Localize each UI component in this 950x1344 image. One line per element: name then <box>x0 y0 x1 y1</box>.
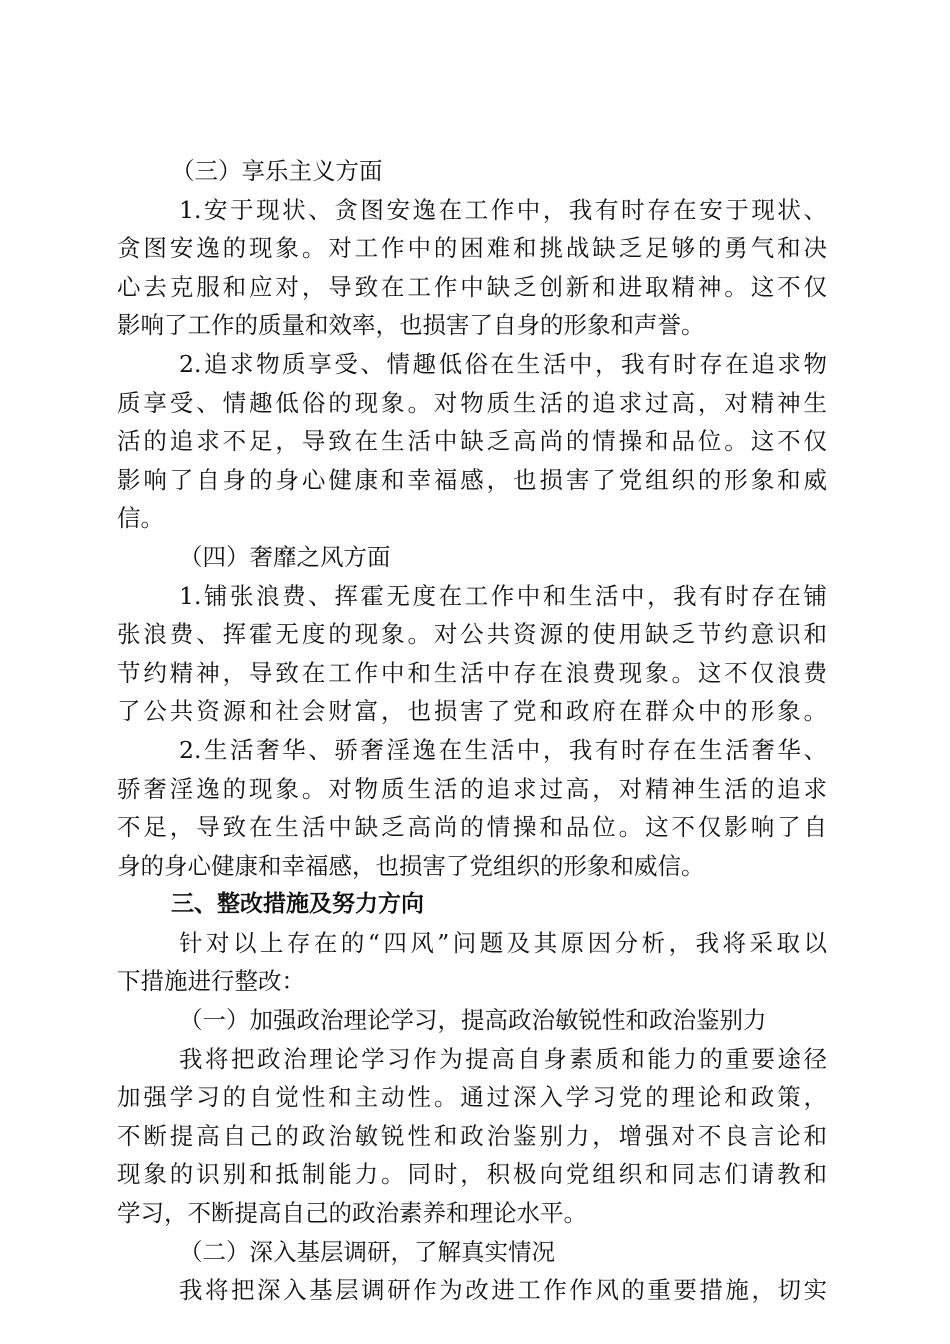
paragraph-line: 活的追求不足，导致在生活中缺乏高尚的情操和品位。这不仅 <box>117 427 827 456</box>
paragraph-line: 心去克服和应对，导致在工作中缺乏创新和进取精神。这不仅 <box>117 272 827 301</box>
paragraph-line: 2.生活奢华、骄奢淫逸在生活中，我有时存在生活奢华、 <box>179 735 827 764</box>
document-body <box>117 152 827 1310</box>
paragraph-line: 1.铺张浪费、挥霍无度在工作中和生活中，我有时存在铺 <box>179 581 827 610</box>
paragraph-line: 张浪费、挥霍无度的现象。对公共资源的使用缺乏节约意识和 <box>117 620 827 649</box>
paragraph-line: 质享受、情趣低俗的现象。对物质生活的追求过高，对精神生 <box>117 388 827 417</box>
paragraph-line: 学习，不断提高自己的政治素养和理论水平。 <box>117 1199 587 1228</box>
paragraph-line: 影响了自身的身心健康和幸福感，也损害了党组织的形象和威 <box>117 465 827 494</box>
paragraph-line: 不断提高自己的政治敏锐性和政治鉴别力，增强对不良言论和 <box>117 1121 827 1150</box>
paragraph-line: 加强学习的自觉性和主动性。通过深入学习党的理论和政策， <box>117 1083 827 1112</box>
paragraph-line: 2.追求物质享受、情趣低俗在生活中，我有时存在追求物 <box>179 349 827 378</box>
paragraph-line: 骄奢淫逸的现象。对物质生活的追求过高，对精神生活的追求 <box>117 774 827 803</box>
paragraph-line: 针对以上存在的“四风”问题及其原因分析，我将采取以 <box>179 928 827 957</box>
paragraph-line: 我将把深入基层调研作为改进工作作风的重要措施，切实 <box>179 1276 827 1305</box>
paragraph-line: 贪图安逸的现象。对工作中的困难和挑战缺乏足够的勇气和决 <box>117 234 827 263</box>
paragraph-line: 信。 <box>117 504 164 533</box>
paragraph-line: 1.安于现状、贪图安逸在工作中，我有时存在安于现状、 <box>179 195 827 224</box>
heading-political-study: （一）加强政治理论学习，提高政治敏锐性和政治鉴别力 <box>179 1006 767 1035</box>
paragraph-line: 下措施进行整改： <box>117 967 305 996</box>
heading-grassroots-research: （二）深入基层调研，了解真实情况 <box>179 1237 555 1266</box>
heading-hedonism: （三）享乐主义方面 <box>171 157 383 185</box>
paragraph-line: 身的身心健康和幸福感，也损害了党组织的形象和威信。 <box>117 851 705 880</box>
paragraph-line: 现象的识别和抵制能力。同时，积极向党组织和同志们请教和 <box>117 1160 827 1189</box>
paragraph-line: 不足，导致在生活中缺乏高尚的情操和品位。这不仅影响了自 <box>117 813 827 842</box>
section-heading-rectification: 三、整改措施及努力方向 <box>171 891 424 918</box>
paragraph-line: 我将把政治理论学习作为提高自身素质和能力的重要途径 <box>179 1044 827 1073</box>
heading-extravagance: （四）奢靡之风方面 <box>179 542 391 571</box>
paragraph-line: 了公共资源和社会财富，也损害了党和政府在群众中的形象。 <box>117 697 827 726</box>
paragraph-line: 影响了工作的质量和效率，也损害了自身的形象和声誉。 <box>117 311 705 340</box>
paragraph-line: 节约精神，导致在工作中和生活中存在浪费现象。这不仅浪费 <box>117 658 827 687</box>
